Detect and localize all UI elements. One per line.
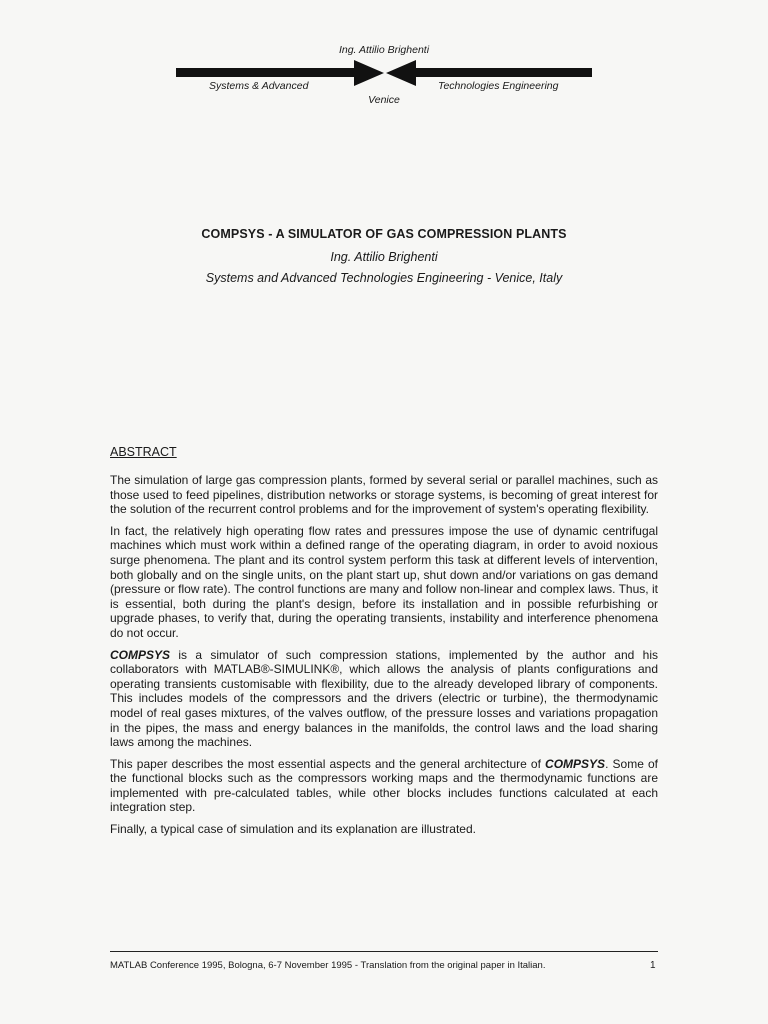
footer-rule	[110, 951, 658, 952]
abstract-paragraph-2: In fact, the relatively high operating flow rates and pressures impose the use of dynamic centrifugal machines which must work within a defined range of the operating diagram, in order to avoid noxious surge phenomena. The plant and its control system perform this task at different levels of intervention, both globally and on the single units, on the plant start up, shut down and/or variations on gas demand (pressure or flow rate). The control functions are many and follow non-linear and complex laws. Thus, it is essential, both during the plant's design, before its installation and in possible refurbishing or upgrade phases, to verify that, during the operating transients, instability and interference phenomena do not occur.	[110, 523, 658, 640]
letterhead-city: Venice	[368, 94, 400, 106]
letterhead-left-text: Systems & Advanced	[209, 80, 309, 92]
compsys-emphasis: COMPSYS	[110, 647, 171, 662]
letterhead-name: Ing. Attilio Brighenti	[338, 44, 430, 56]
abstract-heading: ABSTRACT	[110, 445, 177, 459]
abstract-paragraph-1: The simulation of large gas compression plants, formed by several serial or parallel machines, such as those used to feed pipelines, distribution networks or storage systems, is becoming of great interest for the solution of the recurrent control problems and for the improvement of system's operating flexibility.	[110, 473, 658, 517]
paper-title: COMPSYS - A SIMULATOR OF GAS COMPRESSION PLANTS	[201, 227, 567, 241]
page-number: 1	[650, 960, 656, 971]
abstract-paragraph-4-start: This paper describes the most essential aspects and the general architecture of	[110, 756, 546, 771]
letterhead-bar-left	[176, 68, 366, 77]
paper-affiliation: Systems and Advanced Technologies Engineering - Venice, Italy	[205, 271, 563, 285]
abstract-paragraph-4-text: . Some of the functional blocks such as the compressors working maps and the thermodynamic functions are implemented with pre-calculated tables, while other blocks includes functions calculated at each integration step.	[110, 756, 658, 815]
paper-author: Ing. Attilio Brighenti	[330, 250, 438, 264]
abstract-paragraph-4	[110, 757, 658, 815]
compsys-emphasis: COMPSYS	[545, 756, 606, 771]
letterhead-right-text: Technologies Engineering	[438, 80, 559, 92]
abstract-paragraph-3	[110, 648, 658, 750]
abstract-paragraph-5: Finally, a typical case of simulation and its explanation are illustrated.	[110, 822, 476, 837]
footer-text: MATLAB Conference 1995, Bologna, 6-7 November 1995 - Translation from the original paper in Italian.	[110, 960, 546, 971]
bowtie-logo-icon	[354, 60, 416, 86]
letterhead-bar-right	[398, 68, 592, 77]
abstract-paragraph-3-text: is a simulator of such compression stations, implemented by the author and his collaborators with MATLAB®-SIMULINK®, which allows the analysis of plants configurations and operating transients customisable with flexibility, due to the already developed library of components. This includes models of the compressors and the drivers (electric or turbine), the thermodynamic model of real gases mixtures, of the valves outflow, of the pressure losses and variations propagation in the pipes, the mass and energy balances in the manifolds, the control laws and the load sharing laws among the machines.	[110, 647, 658, 750]
abstract-body	[110, 473, 658, 844]
